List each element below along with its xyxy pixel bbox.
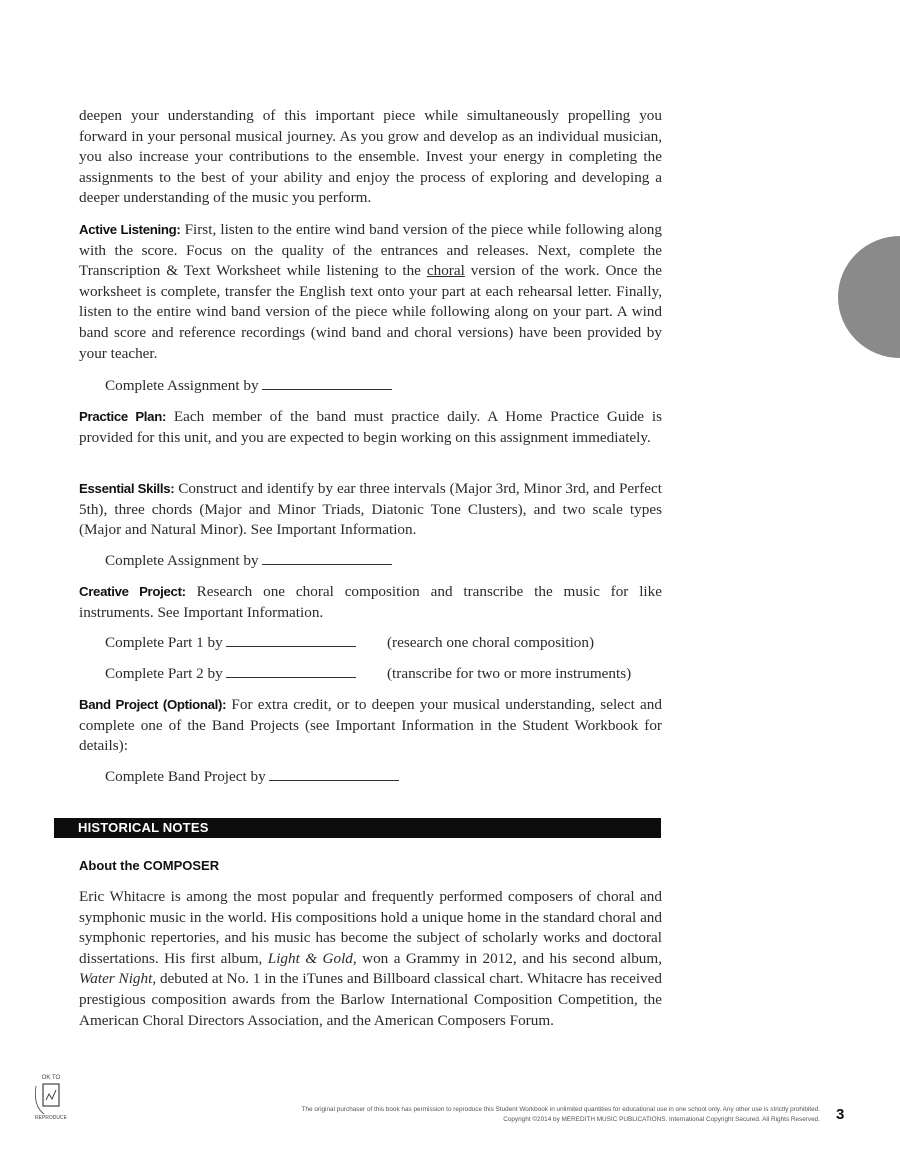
ok-to-reproduce-stamp-icon <box>30 1070 72 1122</box>
choral-underlined: choral <box>426 262 465 280</box>
band-project-text: For extra credit, or to deepen your musical understanding, select and complete one of the Band Projects (see Important Information in the Student Workbook for details): <box>79 696 662 755</box>
band-project-blank-line[interactable] <box>269 768 399 781</box>
historical-notes-header: HISTORICAL NOTES <box>54 818 661 838</box>
part2-blank-line[interactable] <box>226 665 356 678</box>
part1-note: (research one choral composition) <box>387 634 595 651</box>
about-composer-subheader: About the COMPOSER <box>79 858 220 873</box>
creative-part1-deadline <box>105 633 356 653</box>
essential-skills-text: Construct and identify by ear three intervals (Major 3rd, Minor 3rd, and Perfect 5th), three chords (Major and Minor Triads, Diatonic Tone Clusters), and two scale types (Major and Natural Minor). See Important Information. <box>79 480 662 539</box>
practice-plan-text: Each member of the band must practice daily. A Home Practice Guide is provided for this unit, and you are expected to begin working on this assignment immediately. <box>79 408 662 446</box>
complete-part1-label: Complete Part 1 by <box>105 634 223 651</box>
creative-project-text: Research one choral composition and transcribe the music for like instruments. See Important Information. <box>79 583 662 621</box>
deadline-blank-line[interactable] <box>262 377 392 390</box>
active-listening-label: Active Listening: <box>79 222 181 237</box>
footer-copyright-text: Copyright ©2014 by MEREDITH MUSIC PUBLICATIONS. International Copyright Secured. All Rights Reserved. <box>503 1116 820 1123</box>
composer-text: Eric Whitacre is among the most popular and frequently performed composers of choral and symphonic music in the world. His compositions hold a unique home in the standard choral and symphonic repertories, and his music has become the subject of scholarly works and doctoral dissertations. His first album, <box>79 888 662 967</box>
complete-assignment-label: Complete Assignment by <box>105 377 259 394</box>
complete-band-project-label: Complete Band Project by <box>105 768 266 785</box>
page-number: 3 <box>836 1106 845 1123</box>
composer-text-continued: , won a Grammy in 2012, and his second album, <box>352 949 662 967</box>
deadline-blank-line[interactable] <box>262 552 392 565</box>
complete-assignment-label: Complete Assignment by <box>105 552 259 569</box>
essential-skills-label: Essential Skills: <box>79 481 175 496</box>
creative-part2-deadline <box>105 664 356 684</box>
essential-skills-deadline <box>105 551 392 571</box>
band-project-label: Band Project (Optional): <box>79 697 227 712</box>
band-project-deadline <box>105 767 399 787</box>
part1-blank-line[interactable] <box>226 634 356 647</box>
intro-text: deepen your understanding of this important piece while simultaneously propelling you forward in your personal musical journey. As you grow and develop as an individual musician, you also increase your contributions to the ensemble. Invest your energy in completing the assignments to the best of your ability and enjoy the process of exploring and developing a deeper understanding of the music you perform. <box>79 107 662 207</box>
album-title-light-and-gold: Light & Gold <box>267 949 353 967</box>
creative-project-label: Creative Project: <box>79 584 186 599</box>
complete-part2-label: Complete Part 2 by <box>105 665 223 682</box>
active-listening-deadline <box>105 376 392 396</box>
practice-plan-paragraph <box>79 407 662 448</box>
band-project-paragraph <box>79 695 662 757</box>
stamp-bottom-text: REPRODUCE <box>35 1115 67 1121</box>
practice-plan-label: Practice Plan: <box>79 409 167 424</box>
composer-text-end: , debuted at No. 1 in the iTunes and Billboard classical chart. Whitacre has received prestigious composition awards from the Barlow International Composition Competition, the American Choral Directors Association, and the American Composers Forum. <box>79 970 662 1029</box>
active-listening-text-continued: version of the work. Once the worksheet is complete, transfer the English text onto your part at each rehearsal letter. Finally, listen to the entire wind band version of the piece while following along on your part. A wind band score and reference recordings (wind band and choral versions) have been provided by your teacher. <box>79 262 662 362</box>
footer-permission-text: The original purchaser of this book has permission to reproduce this Student Workbook in unlimited quantities for educational use in one school only. Any other use is strictly prohibited. <box>301 1106 820 1113</box>
section-tab-marker <box>838 236 900 358</box>
essential-skills-paragraph <box>79 479 662 541</box>
active-listening-text: First, listen to the entire wind band version of the piece while following along with the score. Focus on the quality of the entrances and releases. Next, complete the Transcription & Text Worksheet while listening to the <box>79 221 662 280</box>
composer-paragraph <box>79 887 662 1031</box>
active-listening-paragraph <box>79 220 662 364</box>
intro-paragraph <box>79 106 662 209</box>
album-title-water-night: Water Night <box>79 970 153 988</box>
part2-note: (transcribe for two or more instruments) <box>387 665 632 682</box>
stamp-top-text: OK TO <box>41 1075 61 1081</box>
creative-project-paragraph <box>79 582 662 623</box>
